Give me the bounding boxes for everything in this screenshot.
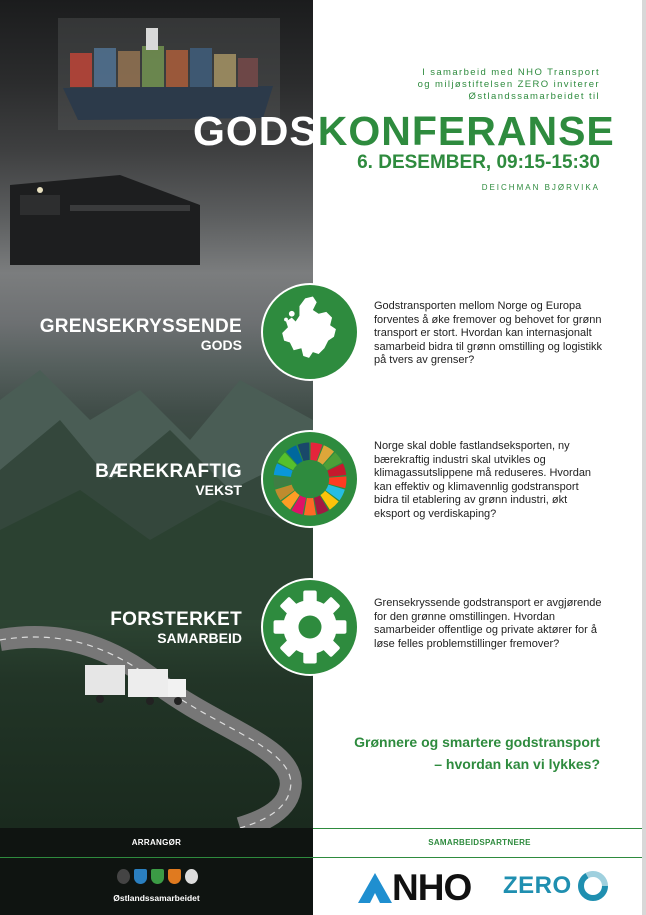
gear-icon — [261, 578, 359, 676]
tagline-line-2: – hvordan kan vi lykkes? — [434, 756, 600, 772]
tagline — [354, 731, 600, 775]
topic-3-label — [110, 609, 242, 646]
county-emblem-icon — [151, 869, 164, 884]
partners-label: SAMARBEIDSPARTNERE — [428, 838, 531, 847]
topic-1-subtitle: GODS — [200, 337, 242, 353]
topic-1-title: GRENSEKRYSSENDE — [39, 316, 242, 337]
tagline-line-1: Grønnere og smartere godstransport — [354, 734, 600, 750]
event-venue: DEICHMAN BJØRVIKA — [481, 183, 600, 192]
topic-1-description: Godstransporten mellom Norge og Europa forventes å øke fremover og behovet for grønn transport er stort. Hvordan kan internasjonalt samarbeid bidra til grønn omstilling og logistikk på tvers av grenser? — [374, 300, 603, 366]
county-emblem-icon — [185, 869, 198, 884]
topic-1-label — [40, 316, 242, 353]
topic-2-subtitle: VEKST — [195, 482, 242, 498]
nho-mark-icon — [358, 873, 392, 903]
intro-text — [280, 67, 600, 103]
sdg-wheel-icon — [261, 430, 359, 528]
topic-3-subtitle: SAMARBEID — [157, 630, 242, 646]
page-edge — [642, 0, 646, 915]
zero-logo-text: ZERO — [503, 872, 572, 899]
county-emblem-icon — [168, 869, 181, 884]
footer-divider-left — [0, 857, 313, 858]
topic-2-label — [95, 461, 242, 498]
zero-ring-icon — [576, 869, 610, 903]
nho-logo-text: NHO — [392, 867, 472, 908]
county-emblem-icon — [117, 869, 130, 884]
topic-3-title: FORSTERKET — [110, 609, 242, 630]
topic-2-description: Norge skal doble fastlandseksporten, ny bærekraftig industri skal utvikles og klimagassutslippene må reduseres. Hvordan kan effektiv og klimavennlig godstransport bidra til etablering av grønn industri, økt eksport og verdiskaping? — [374, 440, 592, 520]
freight-train-image — [0, 155, 200, 275]
intro-line-2: og miljøstiftelsen ZERO inviterer — [417, 79, 600, 90]
europe-map-icon — [261, 283, 359, 381]
intro-line-1: I samarbeid med NHO Transport — [422, 67, 600, 78]
ostlandssamarbeidet-logo — [112, 869, 202, 887]
title-part-gods: GODS — [193, 108, 318, 154]
county-emblem-icon — [134, 869, 147, 884]
organizer-name: Østlandssamarbeidet — [113, 893, 200, 903]
truck-image — [80, 655, 190, 715]
topic-2-title: BÆREKRAFTIG — [95, 461, 242, 482]
sdg-segment — [304, 498, 316, 516]
topic-3-description: Grensekryssende godstransport er avgjørende for den grønne omstillingen. Hvordan samarbeider offentlige og private aktører for å løse felles problemstillinger fremover? — [374, 597, 602, 650]
intro-line-3: Østlandssamarbeidet til — [468, 91, 600, 102]
nho-logo — [358, 869, 471, 906]
event-date: 6. DESEMBER, 09:15-15:30 — [357, 152, 600, 173]
footer-divider-right — [313, 857, 646, 858]
page-title — [193, 108, 615, 154]
zero-logo — [503, 869, 610, 903]
organizer-label: ARRANGØR — [131, 838, 182, 847]
title-part-konferanse: KONFERANSE — [317, 108, 615, 154]
